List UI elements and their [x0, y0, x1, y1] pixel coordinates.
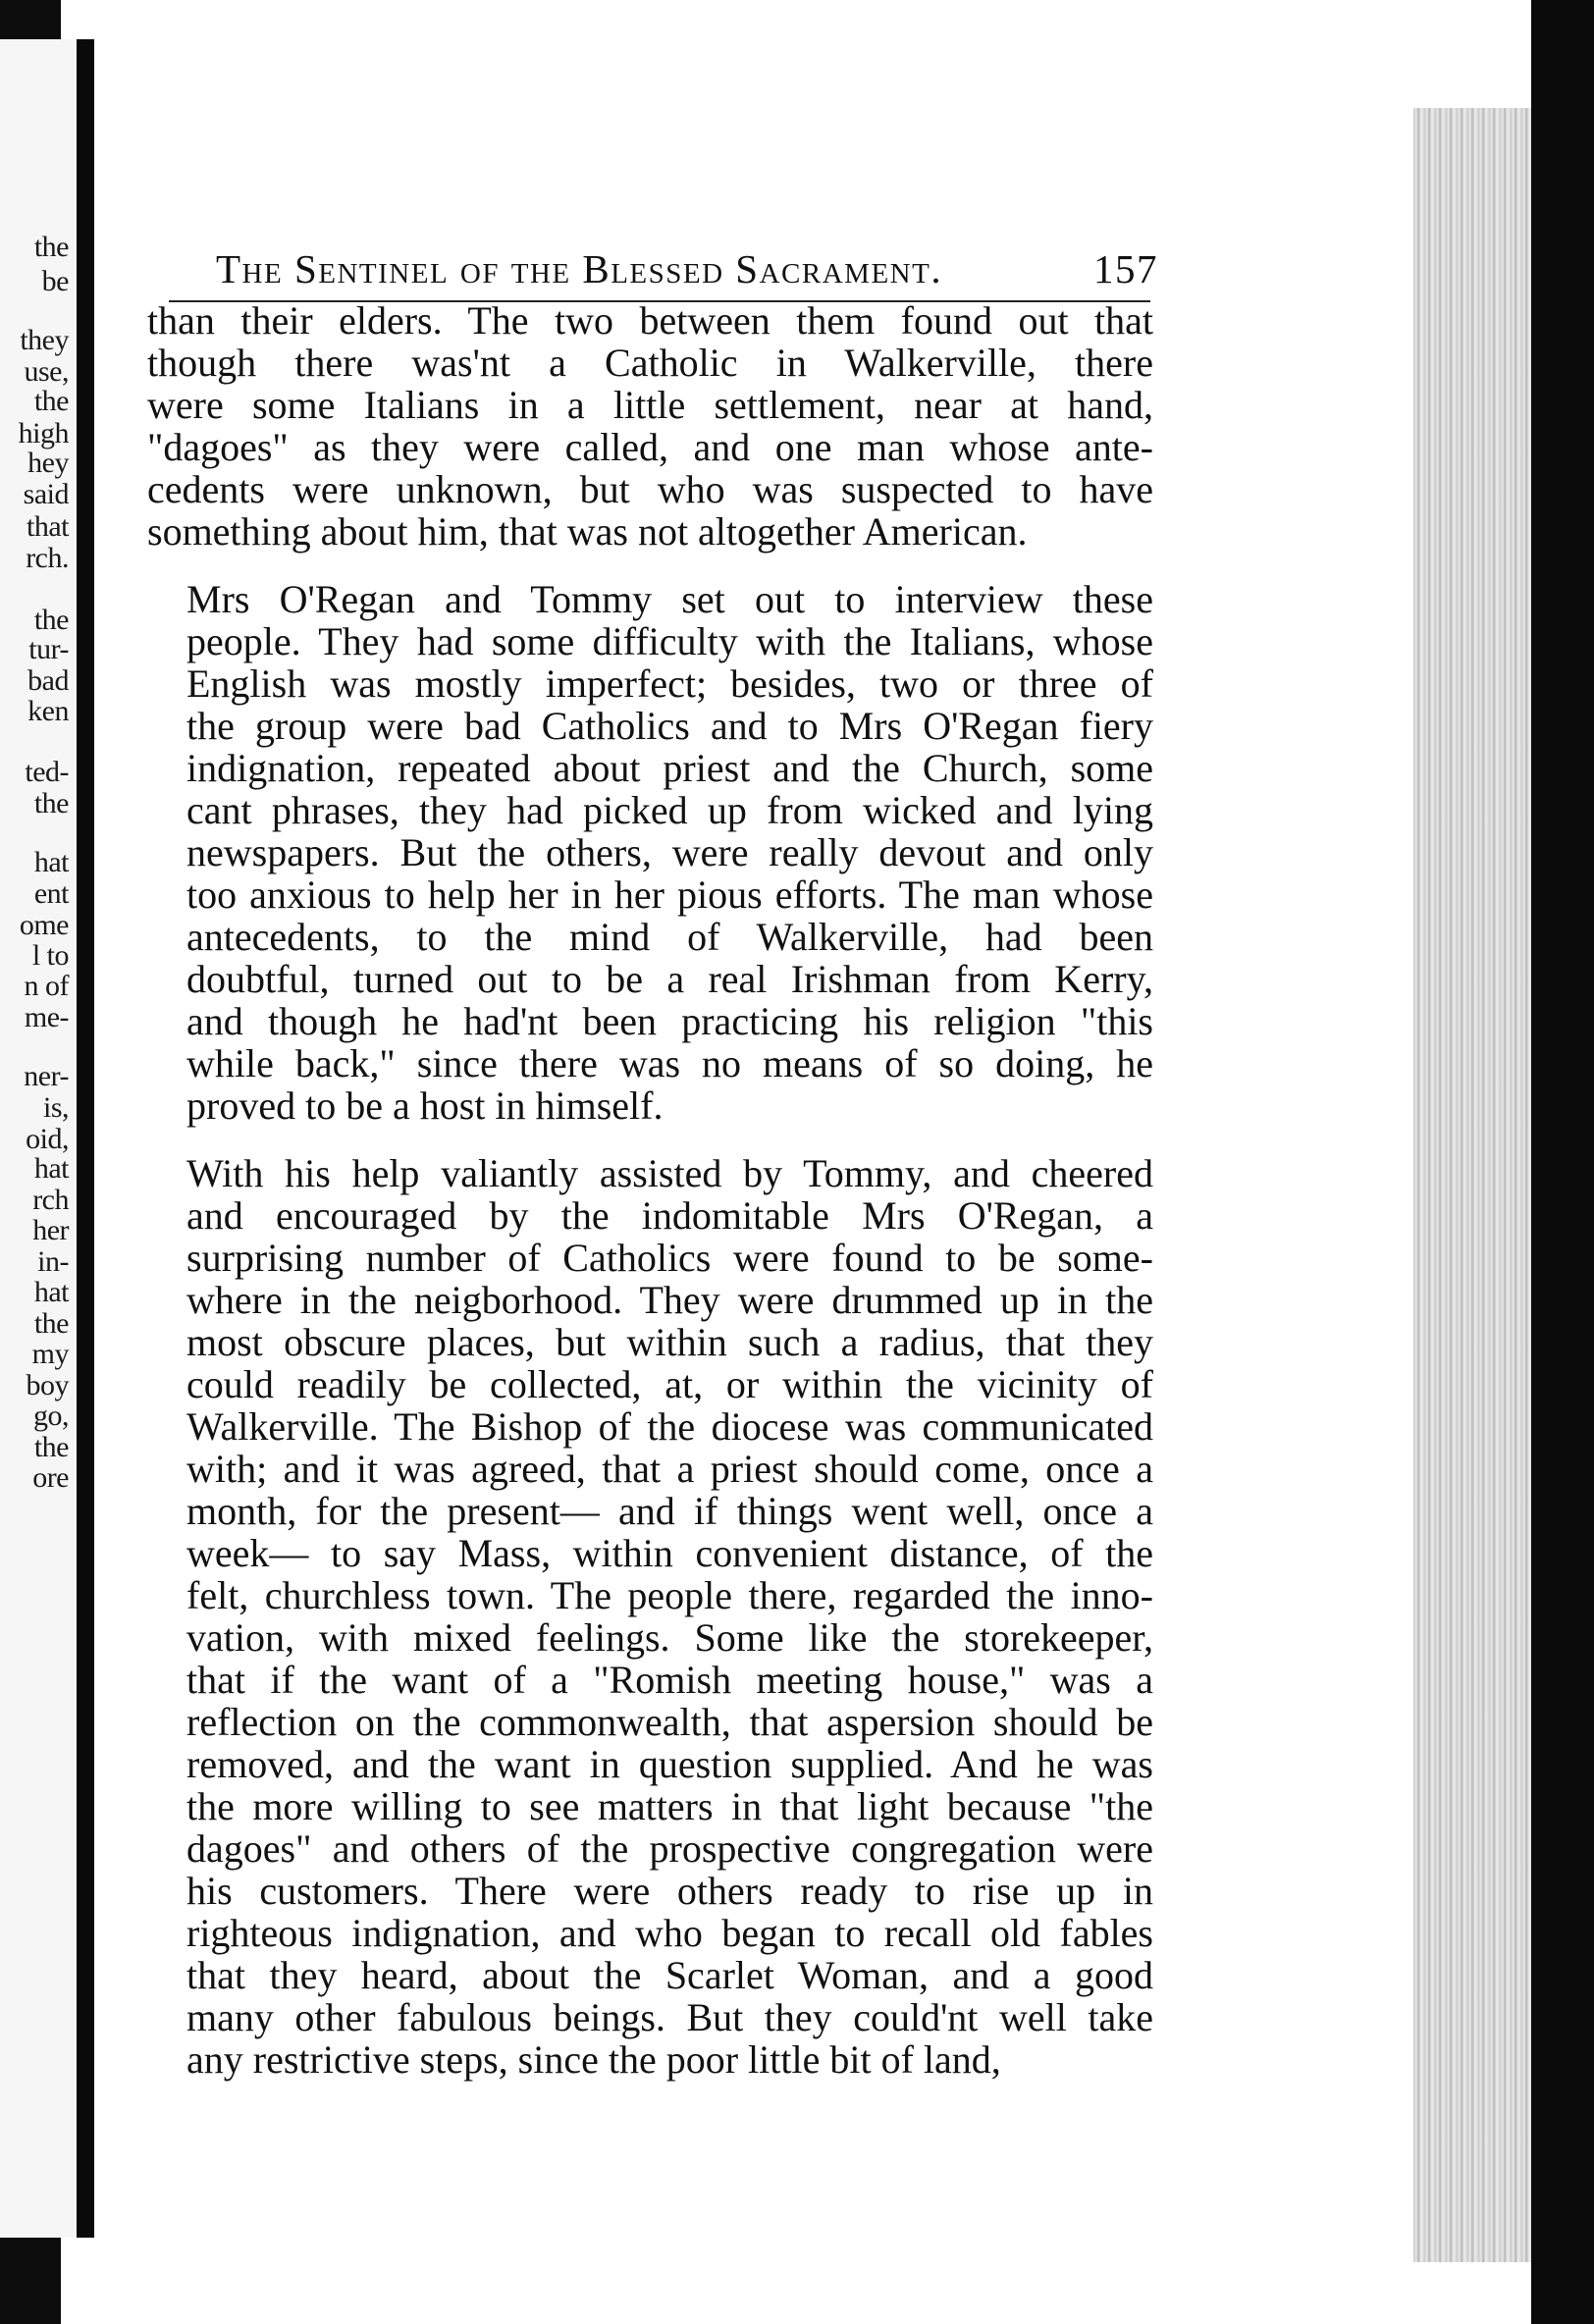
previous-page-word: the: [33, 1307, 69, 1340]
previous-page-word: be: [41, 265, 69, 297]
previous-page-word: ent: [33, 877, 69, 910]
text-line: cant phrases, they had picked up from wicked and lying: [186, 788, 1153, 832]
text-line: most obscure places, but within such a radius, that they: [186, 1320, 1153, 1364]
text-line: antecedents, to the mind of Walkerville, had been: [186, 915, 1153, 959]
previous-page-edge: [0, 39, 94, 2238]
previous-page-word: l to: [31, 939, 69, 972]
previous-page-word: hat: [33, 1276, 69, 1308]
text-line: people. They had some difficulty with the Italians, whose: [186, 619, 1153, 663]
previous-page-word: the: [33, 787, 69, 819]
text-line: and encouraged by the indomitable Mrs O'Regan, a: [186, 1193, 1153, 1238]
text-line: cedents were unknown, but who was suspected to have: [147, 467, 1153, 511]
page-number: 157: [1093, 246, 1158, 291]
running-header-title: The Sentinel of the Blessed Sacrament.: [216, 246, 943, 291]
text-line: proved to be a host in himself.: [186, 1083, 664, 1128]
text-line: that if the want of a "Romish meeting house," was a: [186, 1658, 1153, 1702]
text-line: doubtful, turned out to be a real Irishman from Kerry,: [186, 957, 1153, 1001]
paragraph-3: [147, 1152, 1153, 2081]
text-line: any restrictive steps, since the poor little bit of land,: [186, 2037, 1001, 2082]
previous-page-word: rch: [32, 1184, 69, 1216]
previous-page-word: ome: [19, 909, 69, 941]
text-line: the group were bad Catholics and to Mrs O'Regan fiery: [186, 704, 1153, 748]
previous-page-word: high: [18, 417, 69, 449]
previous-page-word: her: [32, 1214, 69, 1246]
previous-page-word: is,: [42, 1091, 69, 1124]
text-line: vation, with mixed feelings. Some like the storekeeper,: [186, 1615, 1153, 1660]
previous-page-word: my: [31, 1338, 69, 1370]
previous-page-word: boy: [26, 1369, 69, 1401]
previous-page-word: the: [33, 231, 69, 263]
previous-page-word: they: [20, 324, 69, 356]
previous-page-word: that: [27, 510, 69, 543]
text-line: many other fabulous beings. But they could'nt well take: [186, 1995, 1153, 2039]
previous-page-word: ken: [27, 695, 69, 727]
page-body: [147, 299, 1153, 2106]
previous-page-word: hat: [33, 846, 69, 878]
previous-page-word: said: [23, 478, 69, 510]
text-line: righteous indignation, and who began to recall old fables: [186, 1911, 1153, 1955]
previous-page-word: ted-: [25, 756, 69, 788]
previous-page-word: ore: [32, 1461, 69, 1494]
text-line: newspapers. But the others, were really devout and only: [186, 830, 1153, 874]
previous-page-word: bad: [27, 664, 69, 697]
scan-border-right: [1531, 0, 1594, 2324]
text-line: the more willing to see matters in that light because "the: [186, 1784, 1153, 1828]
text-line: Mrs O'Regan and Tommy set out to interview these: [186, 577, 1153, 621]
text-line: that they heard, about the Scarlet Woman, and a good: [186, 1953, 1153, 1997]
previous-page-word: go,: [33, 1400, 69, 1432]
text-line: were some Italians in a little settlement, near at hand,: [147, 383, 1153, 427]
text-line: and though he had'nt been practicing his religion "this: [186, 999, 1153, 1043]
text-line: where in the neigborhood. They were drummed up in the: [186, 1278, 1153, 1322]
previous-page-word: rch.: [26, 542, 69, 574]
previous-page-word: use,: [24, 355, 69, 388]
previous-page-word: me-: [24, 1001, 69, 1033]
paragraph-2: [147, 578, 1153, 1127]
text-line: week— to say Mass, within convenient distance, of the: [186, 1531, 1153, 1575]
previous-page-word: n of: [24, 970, 69, 1002]
text-line: "dagoes" as they were called, and one man whose ante-: [147, 425, 1153, 469]
text-line: With his help valiantly assisted by Tommy, and cheered: [186, 1151, 1153, 1195]
previous-page-word: the: [33, 385, 69, 417]
previous-page-word: ner-: [24, 1060, 69, 1092]
previous-page-word: tur-: [28, 633, 69, 665]
text-line: while back," since there was no means of so doing, he: [186, 1041, 1153, 1085]
text-line: English was mostly imperfect; besides, two or three of: [186, 661, 1153, 706]
text-line: dagoes" and others of the prospective congregation were: [186, 1826, 1153, 1871]
previous-page-word: the: [33, 1431, 69, 1463]
text-line: than their elders. The two between them found out that: [147, 298, 1153, 343]
text-line: surprising number of Catholics were found to be some-: [186, 1236, 1153, 1280]
text-line: his customers. There were others ready to rise up in: [186, 1869, 1153, 1913]
text-line: Walkerville. The Bishop of the diocese was communicated: [186, 1404, 1153, 1449]
text-line: could readily be collected, at, or within the vicinity of: [186, 1362, 1153, 1406]
paragraph-1: [147, 299, 1153, 553]
previous-page-word: hey: [27, 447, 69, 479]
previous-page-word: oid,: [26, 1123, 69, 1155]
text-line: something about him, that was not altogether American.: [147, 509, 1028, 554]
text-line: month, for the present— and if things went well, once a: [186, 1489, 1153, 1533]
text-line: indignation, repeated about priest and the Church, some: [186, 746, 1153, 790]
previous-page-word: the: [33, 604, 69, 636]
book-gutter: [77, 39, 94, 2238]
text-line: though there was'nt a Catholic in Walkerville, there: [147, 341, 1153, 385]
text-line: removed, and the want in question supplied. And he was: [186, 1742, 1153, 1786]
text-line: too anxious to help her in her pious efforts. The man whose: [186, 872, 1153, 917]
previous-page-word: hat: [33, 1152, 69, 1185]
text-line: felt, churchless town. The people there, regarded the inno-: [186, 1573, 1153, 1617]
previous-page-word: in-: [37, 1245, 69, 1278]
text-line: reflection on the commonwealth, that aspersion should be: [186, 1700, 1153, 1744]
text-line: with; and it was agreed, that a priest should come, once a: [186, 1447, 1153, 1491]
